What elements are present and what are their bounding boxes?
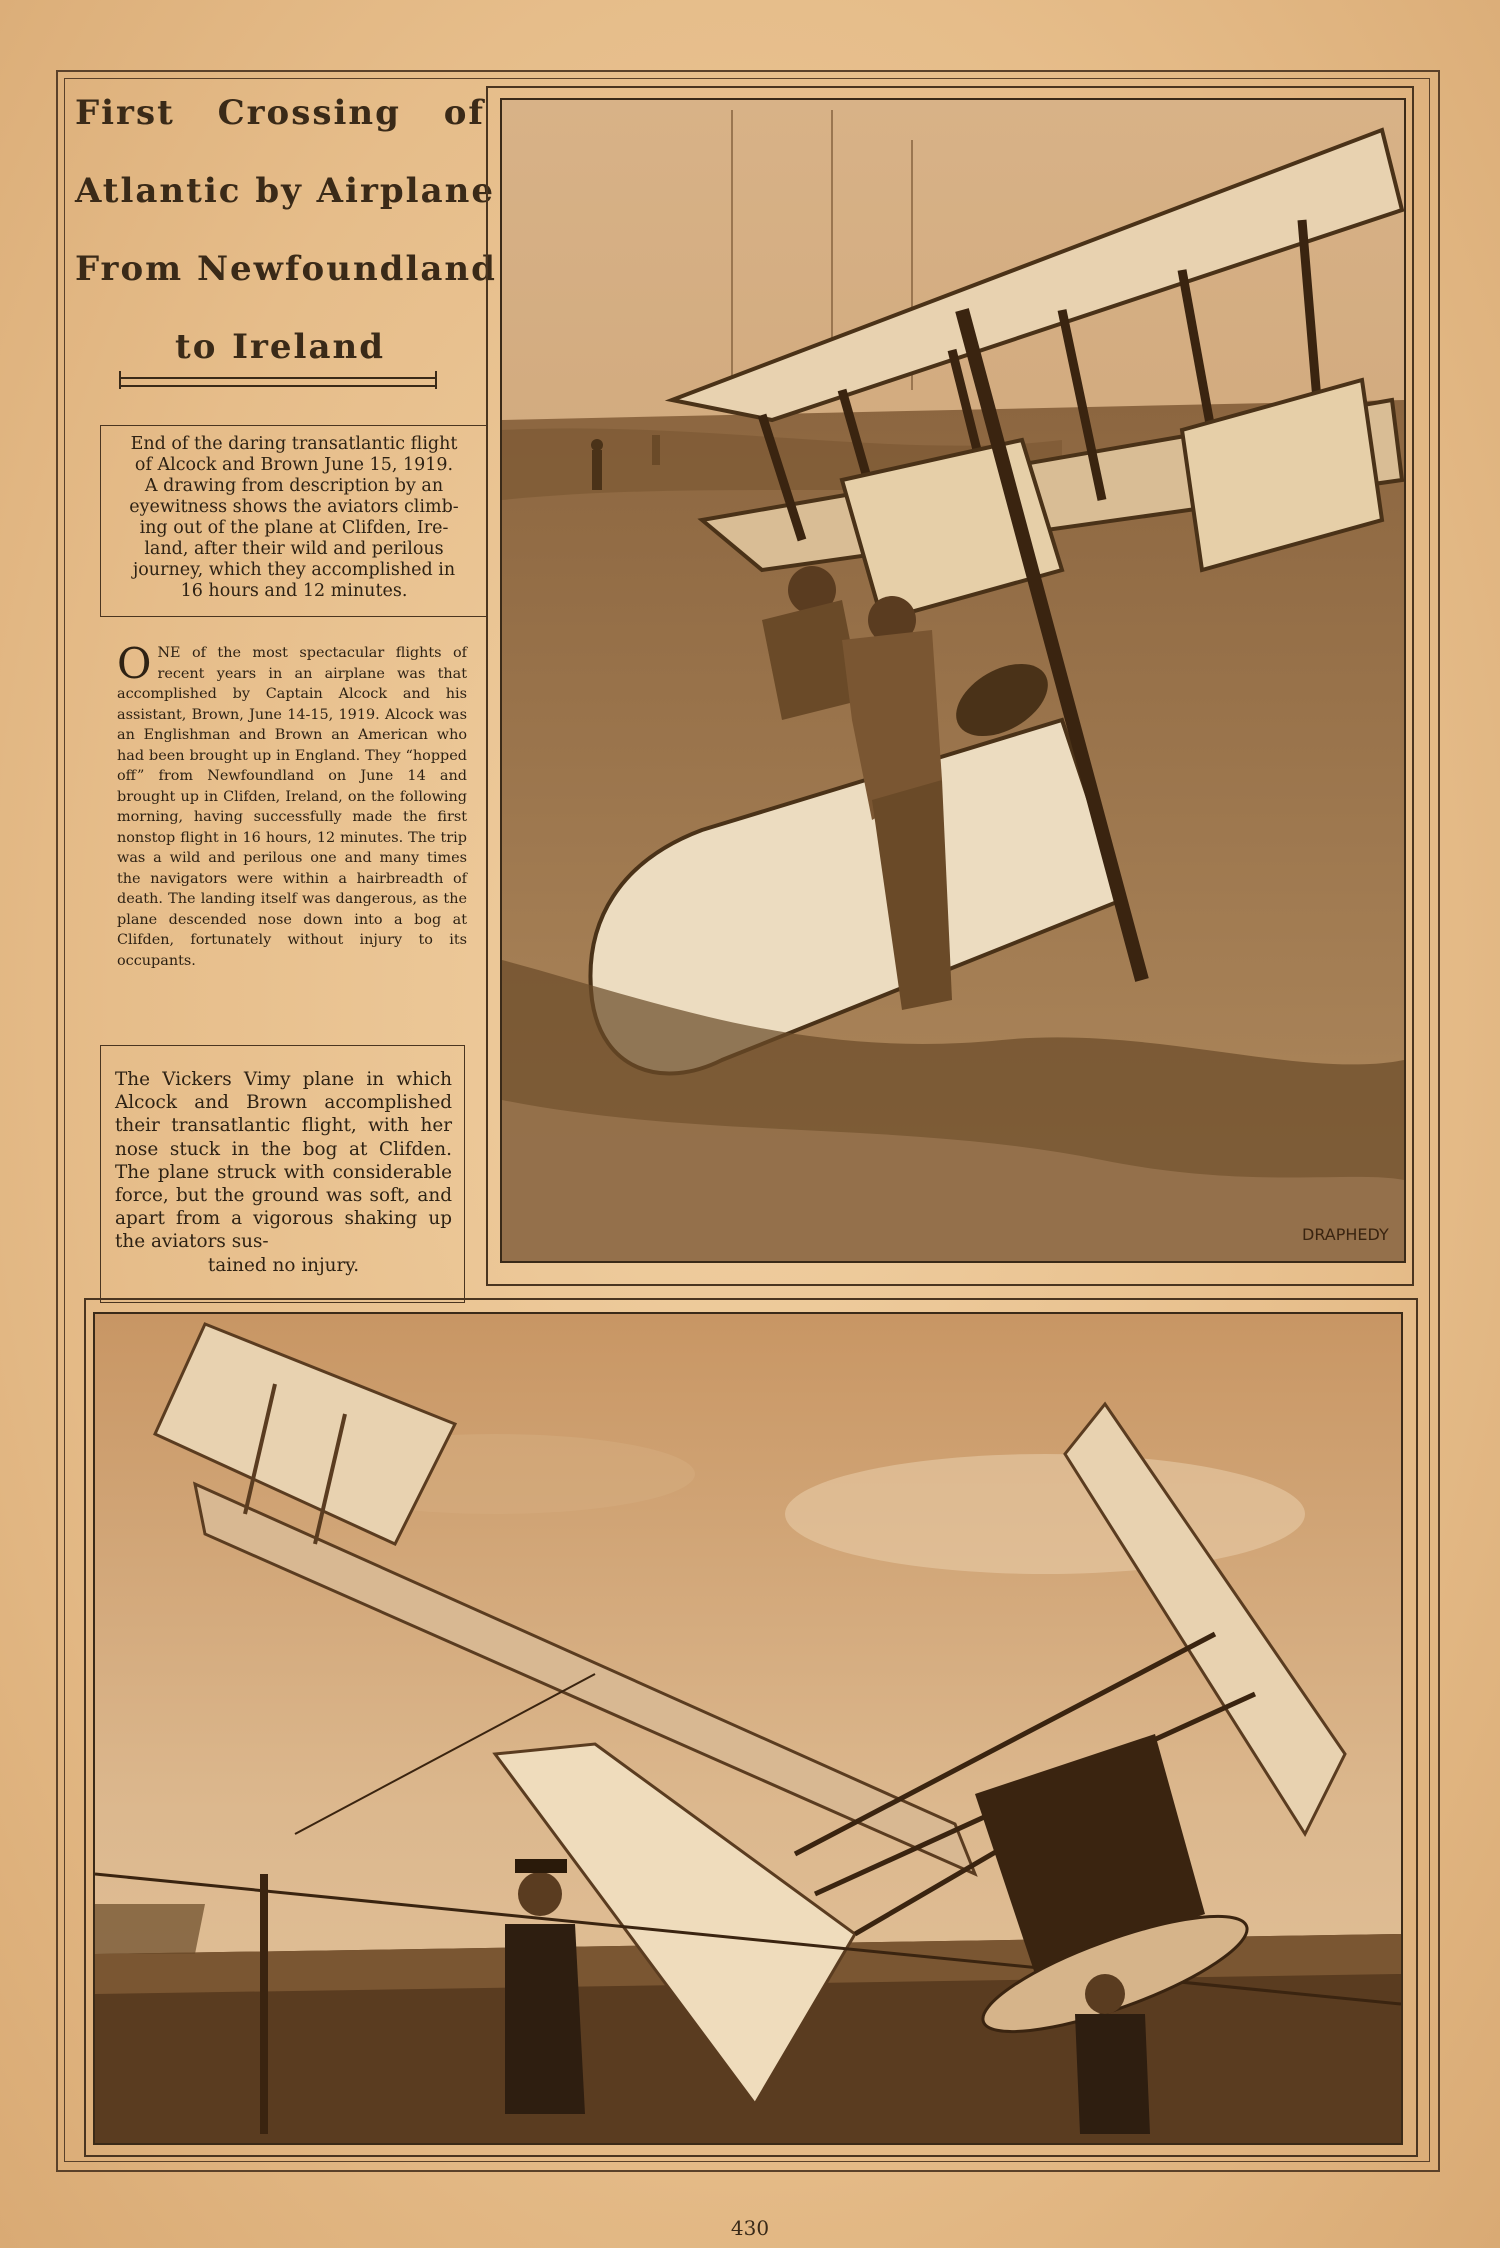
illustration-plane-in-bog	[500, 98, 1406, 1263]
headline-line-1: First Crossing of	[75, 93, 485, 133]
photo-drawing	[95, 1314, 1401, 2143]
illustration-drawing	[502, 100, 1404, 1261]
caption-line: ing out of the plane at Clifden, Ire-	[139, 518, 449, 538]
caption-line: of Alcock and Brown June 15, 1919.	[134, 455, 454, 475]
photo-vickers-vimy	[93, 1312, 1403, 2145]
headline-block	[75, 85, 497, 385]
photo-caption-text: The Vickers Vimy plane in which Alcock and Brown accomplished their transatlantic flight, with her nose stuck in the bog at Clifden. The plane struck with considerable force, but the ground was soft, and apart from a vigorous shaking up the aviators sus-	[115, 1069, 452, 1253]
caption-line: 16 hours and 12 minutes.	[180, 581, 408, 601]
caption-line: A drawing from description by an	[144, 476, 444, 496]
caption-line: End of the daring transatlantic flight	[130, 434, 458, 454]
caption-line: eyewitness shows the aviators climb-	[129, 497, 459, 517]
photo-caption-last-line: tained no injury.	[207, 1254, 360, 1276]
headline-line-3: From Newfoundland	[75, 249, 497, 289]
headline-line-4: to Ireland	[175, 327, 385, 367]
illustration-caption	[100, 425, 488, 617]
caption-line: journey, which they accomplished in	[132, 560, 456, 580]
headline-rule-cap-left	[119, 371, 121, 389]
artist-signature: DRAPHEDY	[1302, 1225, 1389, 1244]
headline-rule	[120, 377, 436, 387]
article-body	[117, 639, 467, 971]
drop-cap: O	[117, 639, 152, 688]
article-text: NE of the most spectacular flights of recent years in an airplane was that accomplished by Captain Alcock and his assistant, Brown, June 14-15, 1919. Alcock was an Englishman and Brown an American who had been brought up in England. They “hopped off” from Newfoundland on June 14 and brought up in Clifden, Ireland, on the following morning, having successfully made the first nonstop flight in 16 hours, 12 minutes. The trip was a wild and perilous one and many times the navigators were within a hairbreadth of death. The landing itself was dangerous, as the plane descended nose down into a bog at Clifden, fortunately without injury to its occupants.	[117, 645, 467, 969]
caption-line: land, after their wild and perilous	[144, 539, 444, 559]
photo-caption	[100, 1045, 465, 1303]
headline-rule-cap-right	[435, 371, 437, 389]
headline-line-2: Atlantic by Airplane	[75, 171, 495, 211]
page-number: 430	[730, 2216, 770, 2240]
